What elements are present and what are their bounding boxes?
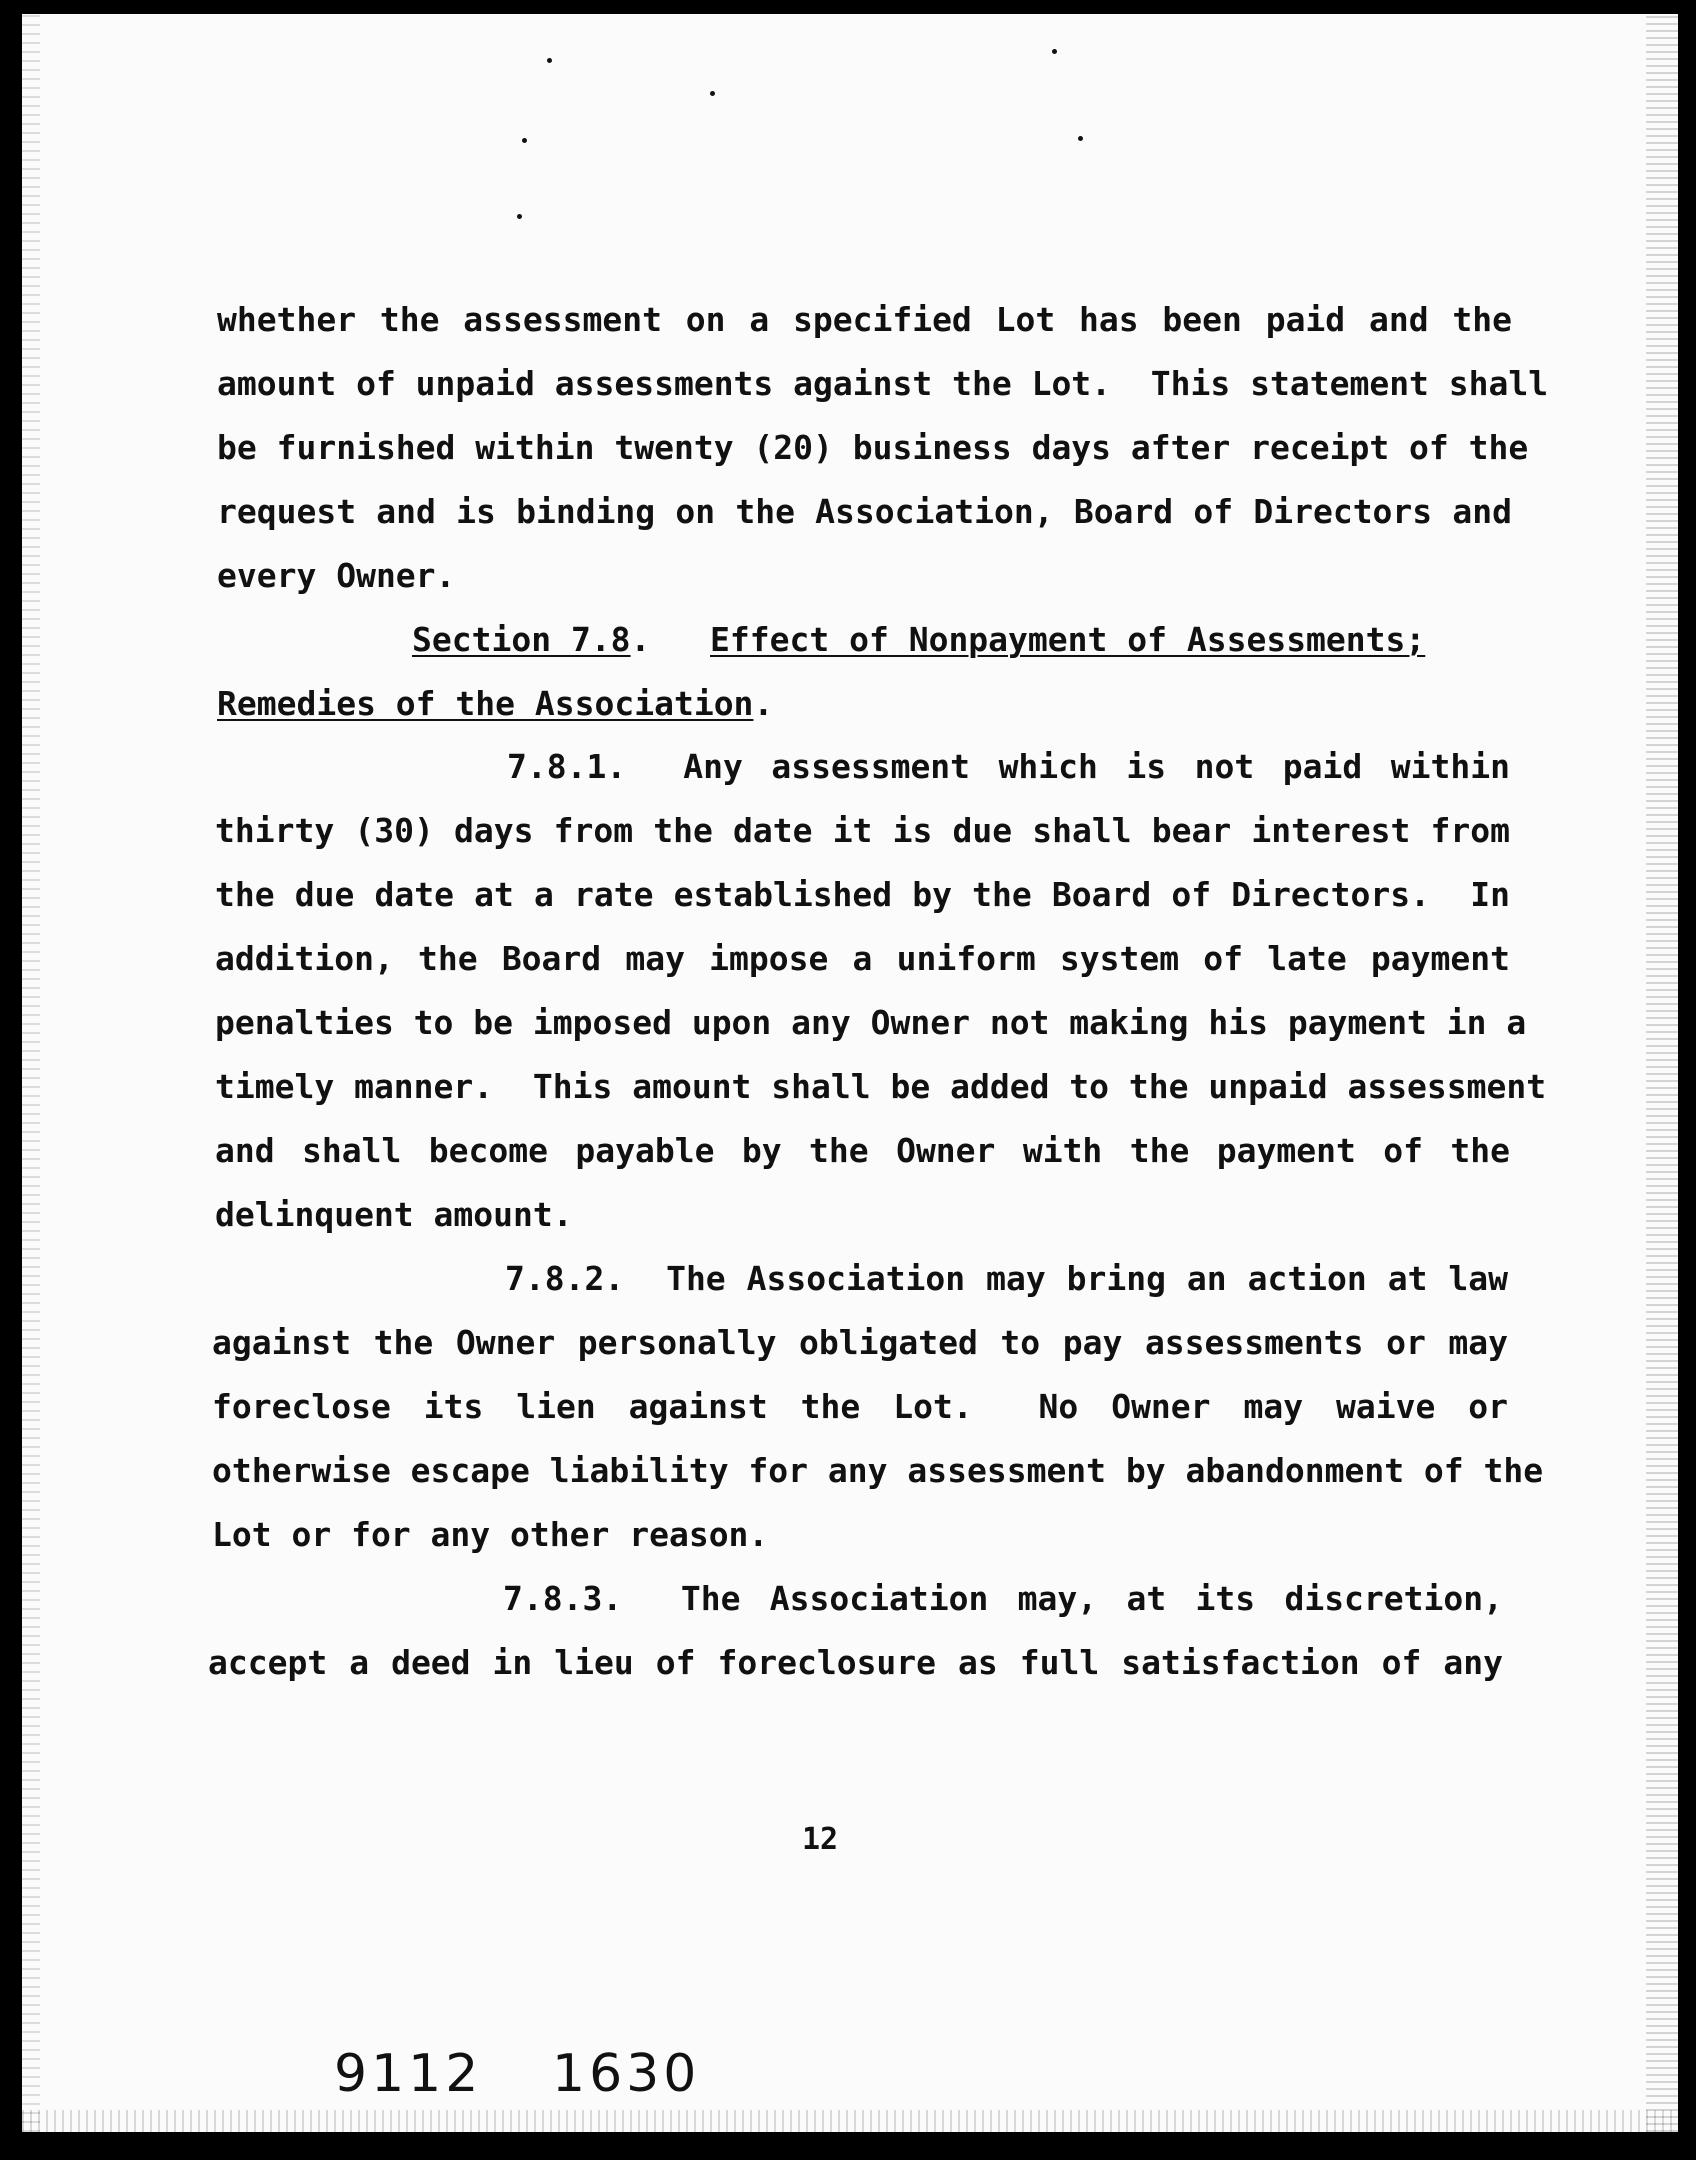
scan-speck — [710, 91, 715, 96]
para-7-8-1-line: and shall become payable by the Owner with the payment of the — [215, 1131, 1510, 1170]
scan-edge-bottom — [22, 2110, 1678, 2132]
para-7-8-1-line: thirty (30) days from the date it is due shall bear interest from — [215, 811, 1510, 850]
text-line: request and is binding on the Association, Board of Directors and — [217, 492, 1512, 531]
scan-speck — [517, 214, 522, 219]
text-line: amount of unpaid assessments against the Lot. This statement shall — [217, 364, 1549, 403]
section-heading-line1: Section 7.8. Effect of Nonpayment of Assessments; — [412, 620, 1426, 659]
para-7-8-1-line: 7.8.1. Any assessment which is not paid within — [507, 747, 1510, 786]
section-title-part1: Effect of Nonpayment of Assessments; — [710, 620, 1426, 659]
text-line: whether the assessment on a specified Lot has been paid and the — [217, 300, 1512, 339]
para-7-8-2-line: otherwise escape liability for any assessment by abandonment of the — [212, 1451, 1544, 1490]
para-7-8-1-line: timely manner. This amount shall be added to the unpaid assessment — [215, 1067, 1547, 1106]
scan-edge-right — [1646, 14, 1678, 2132]
para-7-8-1-line: penalties to be imposed upon any Owner not making his payment in a — [215, 1003, 1527, 1042]
scan-speck — [1078, 136, 1083, 141]
section-heading-line2: Remedies of the Association. — [217, 684, 774, 723]
para-7-8-3-line: 7.8.3. The Association may, at its discretion, — [503, 1579, 1503, 1618]
scan-speck — [522, 138, 527, 143]
para-7-8-2-line: Lot or for any other reason. — [212, 1515, 769, 1554]
scan-speck — [547, 58, 552, 63]
document-page — [22, 14, 1678, 2132]
recording-page-number: 1630 — [552, 2044, 701, 2104]
para-7-8-2-line: 7.8.2. The Association may bring an action at law — [505, 1259, 1508, 1298]
section-title-part2: Remedies of the Association — [217, 684, 754, 723]
para-7-8-1-line: the due date at a rate established by the Board of Directors. In — [215, 875, 1510, 914]
text-line: be furnished within twenty (20) business days after receipt of the — [217, 428, 1529, 467]
recording-book-number: 9112 — [334, 2044, 483, 2104]
para-7-8-3-line: accept a deed in lieu of foreclosure as full satisfaction of any — [208, 1643, 1503, 1682]
para-7-8-1-line: addition, the Board may impose a uniform system of late payment — [215, 939, 1510, 978]
page-number: 12 — [802, 1822, 839, 1857]
para-7-8-2-line: against the Owner personally obligated to pay assessments or may — [212, 1323, 1508, 1362]
section-label: Section 7.8 — [412, 620, 631, 659]
para-7-8-2-line: foreclose its lien against the Lot. No Owner may waive or — [212, 1387, 1508, 1426]
scan-edge-left — [22, 14, 40, 2132]
para-7-8-1-line: delinquent amount. — [215, 1195, 573, 1234]
text-line: every Owner. — [217, 556, 456, 595]
scan-speck — [1052, 49, 1057, 54]
